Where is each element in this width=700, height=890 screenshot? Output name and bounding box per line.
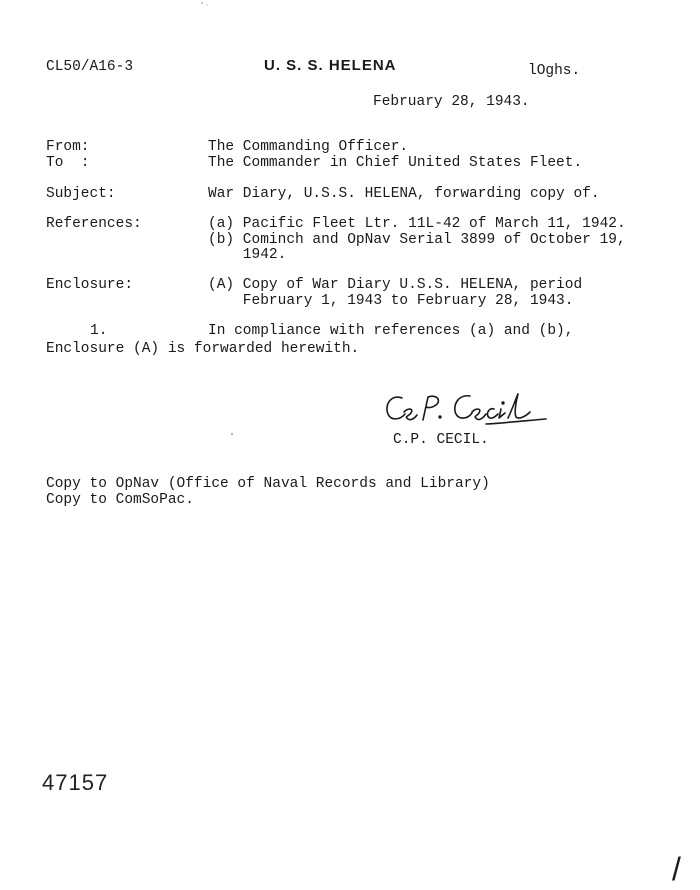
enclosure-line: February 1, 1943 to February 28, 1943. xyxy=(208,293,574,309)
reference-line: (b) Cominch and OpNav Serial 3899 of October 19, xyxy=(208,232,626,248)
typed-signature-name: C.P. CECIL. xyxy=(393,432,489,448)
ship-title: U. S. S. HELENA xyxy=(264,57,397,74)
scan-speck xyxy=(196,0,216,10)
subject-label: Subject: xyxy=(46,186,116,202)
copy-line: Copy to ComSoPac. xyxy=(46,492,194,508)
paragraph-line: In compliance with references (a) and (b), xyxy=(208,323,574,339)
letter-date: February 28, 1943. xyxy=(373,94,530,110)
page-mark: / xyxy=(672,851,681,887)
file-code: CL50/A16-3 xyxy=(46,59,134,75)
reference-line: 1942. xyxy=(208,247,287,263)
paragraph-number: 1. xyxy=(90,323,108,339)
paragraph-line: Enclosure (A) is forwarded herewith. xyxy=(46,341,360,357)
subject-value: War Diary, U.S.S. HELENA, forwarding copy of. xyxy=(208,186,600,202)
reference-line: (a) Pacific Fleet Ltr. 11L-42 of March 11, 1942. xyxy=(208,216,626,232)
references-label: References: xyxy=(46,216,142,232)
enclosure-label: Enclosure: xyxy=(46,277,134,293)
from-value: The Commanding Officer. xyxy=(208,139,409,155)
to-value: The Commander in Chief United States Fleet. xyxy=(208,155,583,171)
stamp-number: 47157 xyxy=(42,770,109,795)
to-label: To : xyxy=(46,155,90,171)
scan-speck xyxy=(228,430,236,438)
copy-line: Copy to OpNav (Office of Naval Records and Library) xyxy=(46,476,490,492)
from-label: From: xyxy=(46,139,90,155)
office-code: lOghs. xyxy=(528,63,581,79)
enclosure-line: (A) Copy of War Diary U.S.S. HELENA, period xyxy=(208,277,583,293)
handwritten-signature xyxy=(378,390,553,435)
